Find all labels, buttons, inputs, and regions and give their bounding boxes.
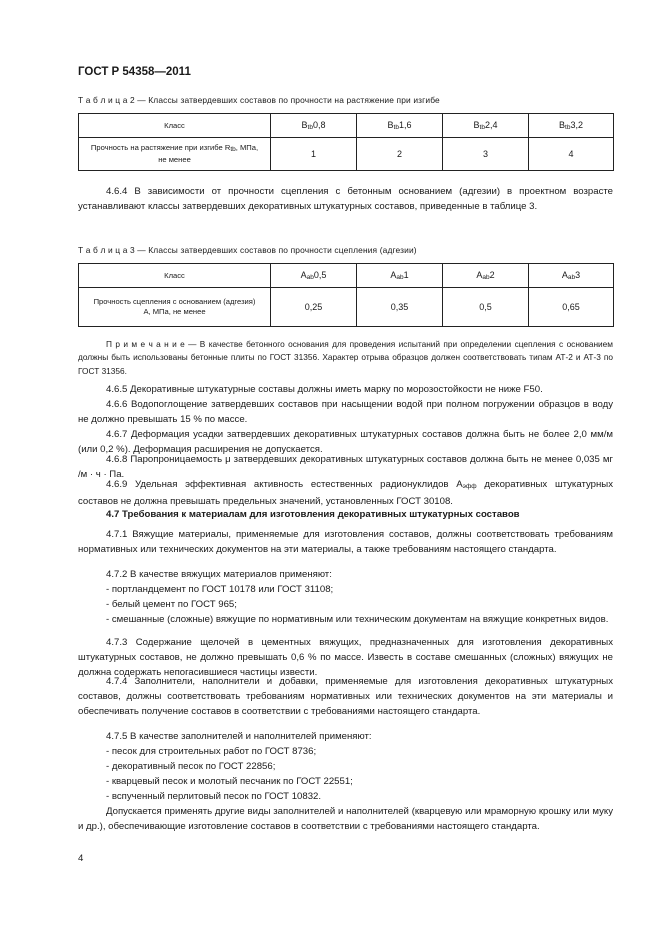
section-4-7-heading: 4.7 Требования к материалам для изготовления декоративных штукатурных составов <box>106 509 520 520</box>
table-3-class-cell: Aab2 <box>443 264 529 288</box>
table-3-class-cell: Aab0,5 <box>271 264 357 288</box>
table-2-class-cell: Btb2,4 <box>443 114 529 138</box>
table-2-class-cell: Btb3,2 <box>529 114 614 138</box>
table-2-caption: Т а б л и ц а 2 — Классы затвердевших составов по прочности на растяжение при изгибе <box>78 95 440 105</box>
table-2-value-cell: 3 <box>443 138 529 171</box>
list-item-filler: - песок для строительных работ по ГОСТ 8736; <box>106 746 317 757</box>
table-3-class-label: Класс <box>79 264 271 288</box>
list-item-filler: - декоративный песок по ГОСТ 22856; <box>106 761 276 772</box>
table-2-class-row <box>79 114 614 138</box>
table-3-note: П р и м е ч а н и е — В качестве бетонного основания для проведения испытаний при определении сцепления с основанием должны быть использованы бетонные плиты по ГОСТ 31356. Характер отрыва образцов должен соответствовать типам АТ-2 и АТ-3 по ГОСТ 31356. <box>78 339 613 376</box>
paragraph-4-7-5: 4.7.5 В качестве заполнителей и наполнителей применяют: <box>106 731 372 742</box>
table-3-adhesion-label: Прочность сцепления с основанием (адгезия) А, МПа, не менее <box>79 288 271 327</box>
table-3-value-cell: 0,5 <box>443 288 529 327</box>
paragraph-4-6-4: 4.6.4 В зависимости от прочности сцепления с бетонным основанием (адгезии) в проектном возрасте устанавливают классы затвердевших декоративных штукатурных составов, приведенные в таблице 3. <box>78 186 613 212</box>
table-2-class-cell: Btb0,8 <box>271 114 357 138</box>
table-3-class-row <box>79 264 614 288</box>
table-3-caption: Т а б л и ц а 3 — Классы затвердевших составов по прочности сцепления (адгезии) <box>78 245 417 255</box>
list-item-binder: - смешанные (сложные) вяжущие по нормативным или техническим документам на вяжущие конкретных видов. <box>106 614 609 625</box>
table-2-strength-label: Прочность на растяжение при изгибе Rtb, МПа, не менее <box>79 138 271 171</box>
table-3 <box>78 263 614 327</box>
paragraph-4-6-9: 4.6.9 Удельная эффективная активность естественных радионуклидов Аэфф декоративных штукатурных составов не должна превышать предельных значений, установленных ГОСТ 30108. <box>78 479 613 507</box>
paragraph-4-7-1: 4.7.1 Вяжущие материалы, применяемые для изготовления составов, должны соответствовать требованиям нормативных или технических документов на эти материалы, а также требованиям настоящего стандарта. <box>78 529 613 555</box>
paragraph-4-6-7: 4.6.7 Деформация усадки затвердевших декоративных штукатурных составов должна быть не более 2,0 мм/м (или 0,2 %). Деформация расширения не допускается. <box>78 429 613 455</box>
paragraph-4-7-3: 4.7.3 Содержание щелочей в цементных вяжущих, предназначенных для изготовления декоративных штукатурных составов, не должно превышать 0,6 % по массе. Известь в составе смешанных (сложных) вяжущих не должна содержать непогасившиеся частицы извести. <box>78 637 613 678</box>
table-2-class-cell: Btb1,6 <box>357 114 443 138</box>
table-3-value-cell: 0,35 <box>357 288 443 327</box>
list-item-binder: - белый цемент по ГОСТ 965; <box>106 599 237 610</box>
table-2-value-cell: 1 <box>271 138 357 171</box>
table-2-value-row <box>79 138 614 171</box>
page-number: 4 <box>78 853 84 864</box>
paragraph-4-6-6: 4.6.6 Водопоглощение затвердевших составов при насыщении водой при полном погружении образцов в воду не должно превышать 15 % по массе. <box>78 399 613 425</box>
table-3-value-row <box>79 288 614 327</box>
list-item-binder: - портландцемент по ГОСТ 10178 или ГОСТ 31108; <box>106 584 334 595</box>
table-2-value-cell: 2 <box>357 138 443 171</box>
table-2 <box>78 113 614 171</box>
paragraph-allowed-fillers: Допускается применять другие виды заполнителей и наполнителей (кварцевую или мраморную крошку или муку и др.), обеспечивающие изготовление составов в соответствии с требованиями настоящего стандарта. <box>78 806 613 832</box>
list-item-filler: - кварцевый песок и молотый песчаник по ГОСТ 22551; <box>106 776 353 787</box>
table-3-class-cell: Aab3 <box>529 264 614 288</box>
document-header: ГОСТ Р 54358—2011 <box>78 66 191 78</box>
table-3-value-cell: 0,25 <box>271 288 357 327</box>
paragraph-4-7-4: 4.7.4 Заполнители, наполнители и добавки, применяемые для изготовления декоративных штукатурных составов, должны соответствовать требованиям нормативных или технических документов на эти материалы и обеспечивать получение составов в соответствии с требованиями настоящего стандарта. <box>78 676 613 717</box>
paragraph-4-7-2: 4.7.2 В качестве вяжущих материалов применяют: <box>106 569 332 580</box>
table-2-value-cell: 4 <box>529 138 614 171</box>
table-2-class-label: Класс <box>79 114 271 138</box>
paragraph-4-6-5: 4.6.5 Декоративные штукатурные составы должны иметь марку по морозостойкости не ниже F50. <box>106 384 543 395</box>
list-item-filler: - вспученный перлитовый песок по ГОСТ 10832. <box>106 791 322 802</box>
paragraph-4-6-8: 4.6.8 Паропроницаемость μ затвердевших декоративных штукатурных составов должна быть не менее 0,035 мг /м · ч · Па. <box>78 454 613 480</box>
table-3-class-cell: Aab1 <box>357 264 443 288</box>
table-3-value-cell: 0,65 <box>529 288 614 327</box>
